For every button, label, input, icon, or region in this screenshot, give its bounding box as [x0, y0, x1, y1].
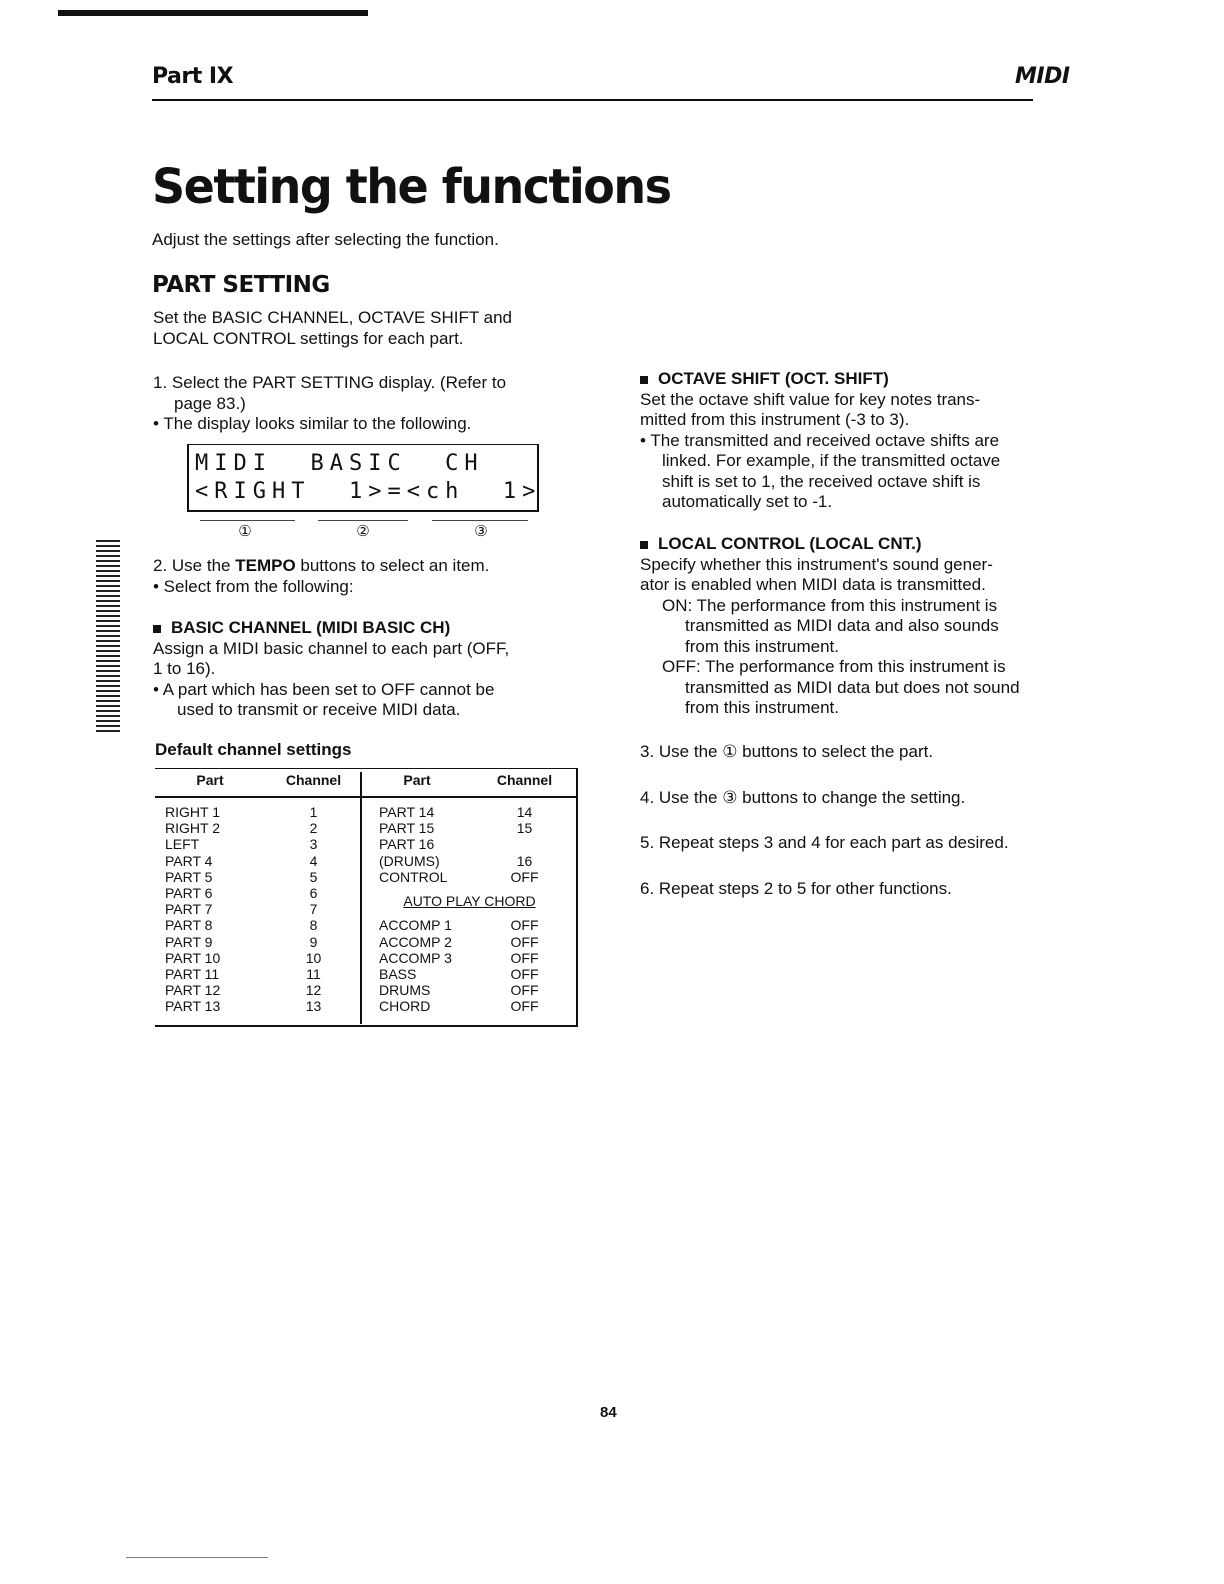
local-text-line: Specify whether this instrument's sound gener- — [640, 554, 993, 574]
header-rule — [152, 99, 1033, 101]
octave-bullet-line: linked. For example, if the transmitted octave — [662, 451, 1001, 470]
table-row: PART 13 13 CHORD OFF — [165, 998, 539, 1015]
marker-1: ① — [238, 523, 252, 540]
page-number: 84 — [600, 1404, 617, 1421]
table-row: LEFT 3 PART 16 — [165, 836, 435, 853]
table-row: PART 11 11 BASS OFF — [165, 966, 539, 983]
step-3: 3. Use the ① buttons to select the part. — [640, 742, 934, 761]
step-1-bullet: • The display looks similar to the following. — [153, 414, 472, 433]
on-line: ON: The performance from this instrument is — [662, 595, 998, 615]
off-line: OFF: The performance from this instrument is — [662, 657, 1006, 676]
local-control-heading-text: LOCAL CONTROL (LOCAL CNT.) — [658, 534, 922, 553]
section-desc-line: Set the BASIC CHANNEL, OCTAVE SHIFT and — [153, 308, 513, 327]
step-5: 5. Repeat steps 3 and 4 for each part as desired. — [640, 833, 1009, 852]
off-line: from this instrument. — [685, 698, 839, 717]
marker-3: ③ — [474, 523, 488, 540]
table-title: Default channel settings — [155, 740, 352, 759]
table-row: PART 4 4 (DRUMS) 16 — [165, 852, 533, 869]
default-channel-table — [155, 768, 577, 1015]
footer-line — [126, 1557, 268, 1558]
basic-text-line: 1 to 16). — [153, 659, 216, 678]
table-header-row — [155, 768, 577, 797]
step-4: 4. Use the ③ buttons to change the setting. — [640, 788, 966, 807]
section-desc-line: LOCAL CONTROL settings for each part. — [153, 328, 464, 348]
header-section: MIDI — [1015, 64, 1070, 89]
octave-shift-heading — [640, 369, 1070, 390]
octave-shift-heading-text: OCTAVE SHIFT (OCT. SHIFT) — [658, 369, 889, 388]
section-description — [153, 308, 583, 349]
page-title: Setting the functions — [152, 158, 671, 215]
local-control-block — [640, 534, 1070, 719]
col-header: Part — [155, 768, 265, 797]
basic-bullet-line: used to transmit or receive MIDI data. — [177, 700, 461, 719]
scan-margin-marks — [96, 540, 120, 732]
intro-text: Adjust the settings after selecting the function. — [152, 230, 499, 249]
basic-bullet-line: • A part which has been set to OFF cannot be — [153, 679, 495, 699]
step-1 — [153, 373, 583, 435]
section-heading: PART SETTING — [152, 272, 330, 298]
lcd-display — [187, 444, 542, 512]
on-line: from this instrument. — [685, 636, 839, 656]
lcd-line-2: <RIGHT 1>=<ch 1> — [195, 479, 542, 504]
octave-shift-block — [640, 369, 1070, 513]
marker-2: ② — [356, 523, 370, 540]
step-6: 6. Repeat steps 2 to 5 for other functions. — [640, 879, 952, 898]
auto-play-chord-label: AUTO PLAY CHORD — [403, 893, 536, 910]
marker-line — [432, 520, 528, 521]
marker-line — [200, 520, 295, 521]
table-row: PART 10 10 ACCOMP 3 OFF — [165, 949, 539, 966]
col-header: Channel — [265, 768, 362, 797]
step-2-bullet: • Select from the following: — [153, 576, 354, 596]
step-2-suffix: buttons to select an item. — [295, 556, 490, 575]
square-bullet-icon — [640, 541, 648, 549]
lcd-line-1: MIDI BASIC CH — [195, 451, 484, 476]
table-row: RIGHT 2 2 PART 15 15 — [165, 820, 533, 837]
square-bullet-icon — [153, 625, 161, 633]
local-text-line: ator is enabled when MIDI data is transmitted. — [640, 575, 986, 594]
step-1-line: 1. Select the PART SETTING display. (Refer to — [153, 373, 507, 392]
step-1-line: page 83.) — [174, 393, 246, 413]
table-row: PART 9 9 ACCOMP 2 OFF — [165, 933, 539, 950]
on-line: transmitted as MIDI data and also sounds — [685, 616, 999, 635]
basic-channel-heading — [153, 618, 583, 639]
scan-bar-top — [58, 10, 368, 16]
marker-line — [318, 520, 408, 521]
octave-text-line: Set the octave shift value for key notes trans- — [640, 389, 981, 409]
tempo-label: TEMPO — [235, 556, 296, 575]
header-part: Part IX — [152, 64, 234, 89]
basic-channel-block — [153, 618, 583, 721]
table-row: PART 6 6 AUTO PLAY CHORD — [155, 885, 577, 901]
table-row: PART 5 5 CONTROL OFF — [165, 868, 539, 885]
octave-text-line: mitted from this instrument (-3 to 3). — [640, 410, 910, 429]
octave-bullet-line: • The transmitted and received octave shifts are — [640, 430, 1000, 450]
off-line: transmitted as MIDI data but does not sound — [685, 677, 1020, 697]
square-bullet-icon — [640, 376, 648, 384]
octave-bullet-line: shift is set to 1, the received octave shift is — [662, 471, 981, 491]
step-2-prefix: 2. Use the — [153, 556, 236, 575]
table-row: PART 12 12 DRUMS OFF — [165, 982, 539, 999]
step-2-line — [153, 556, 583, 577]
basic-text-line: Assign a MIDI basic channel to each part (OFF, — [153, 638, 510, 658]
table-row: PART 7 7 — [165, 901, 318, 918]
table-row: RIGHT 1 1 PART 14 14 — [165, 804, 533, 820]
local-control-heading — [640, 534, 1070, 555]
basic-channel-heading-text: BASIC CHANNEL (MIDI BASIC CH) — [171, 618, 451, 637]
col-header: Channel — [472, 768, 577, 797]
table-row: PART 8 8 ACCOMP 1 OFF — [165, 917, 539, 934]
octave-bullet-line: automatically set to -1. — [662, 492, 833, 511]
step-2 — [153, 556, 583, 597]
col-header: Part — [362, 768, 472, 797]
